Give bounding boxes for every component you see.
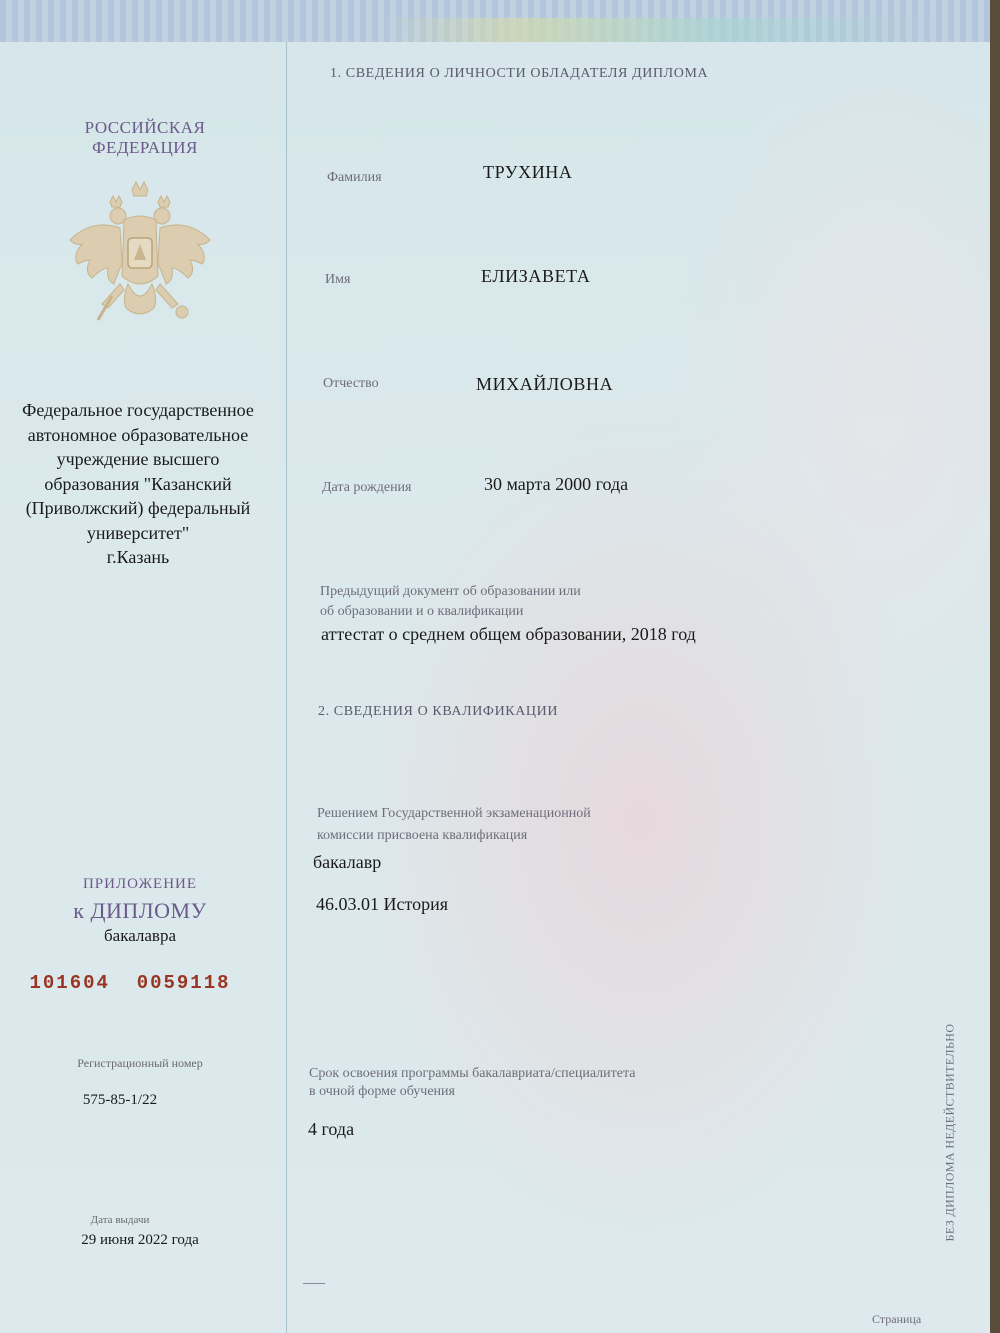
term-label-line-2: в очной форме обучения [309, 1084, 455, 1099]
name-value: ЕЛИЗАВЕТА [481, 266, 591, 286]
institution-name: Федеральное государственное автономное образовательное учреждение высшего образования "Казанский (Приволжский) федеральный университет" г.Казань [22, 400, 254, 567]
supplement-subtitle: к ДИПЛОМУ [73, 898, 207, 923]
right-column [287, 42, 987, 1333]
issue-date-value: 29 июня 2022 года [81, 1232, 199, 1248]
decision-label-line-2: комиссии присвоена квалификация [317, 828, 528, 843]
page-label: Страница [872, 1312, 922, 1326]
registration-value: 575-85-1/22 [82, 1092, 158, 1108]
birth-date-label: Дата рождения [322, 480, 412, 495]
patronymic-value: МИХАЙЛОВНА [476, 374, 614, 394]
registration-label: Регистрационный номер [77, 1056, 203, 1070]
prev-doc-label-line-1: Предыдущий документ об образовании или [320, 584, 581, 599]
signature-dash [303, 1283, 325, 1284]
term-label-line-1: Срок освоения программы бакалавриата/специалитета [309, 1066, 636, 1081]
prev-doc-label-line-2: об образовании и о квалификации [320, 604, 524, 619]
section-2-heading: 2. СВЕДЕНИЯ О КВАЛИФИКАЦИИ [318, 704, 559, 719]
surname-label: Фамилия [327, 170, 382, 185]
section-1-heading: 1. СВЕДЕНИЯ О ЛИЧНОСТИ ОБЛАДАТЕЛЯ ДИПЛОМА [330, 66, 709, 81]
patronymic-label: Отчество [323, 376, 379, 391]
supplement-degree: бакалавра [104, 926, 176, 945]
left-column [0, 42, 286, 1333]
birth-date-value: 30 марта 2000 года [484, 474, 629, 494]
prev-doc-value: аттестат о среднем общем образовании, 2018 год [321, 624, 696, 644]
supplement-title: ПРИЛОЖЕНИЕ [82, 876, 198, 892]
double-headed-eagle-icon [62, 180, 222, 340]
security-pattern-band [0, 0, 990, 42]
qualification-value: бакалавр [313, 852, 382, 872]
name-label: Имя [325, 272, 351, 287]
surname-value: ТРУХИНА [483, 162, 573, 182]
country-name: РОССИЙСКАЯ ФЕДЕРАЦИЯ [84, 118, 206, 157]
serial-number: 101604 0059118 [29, 972, 231, 994]
decision-label-line-1: Решением Государственной экзаменационной [317, 806, 591, 821]
program-value: 46.03.01 История [316, 894, 449, 914]
issue-date-label: Дата выдачи [90, 1214, 150, 1226]
validity-note: БЕЗ ДИПЛОМА НЕДЕЙСТВИТЕЛЬНО [942, 1023, 957, 1242]
term-value: 4 года [308, 1119, 355, 1139]
